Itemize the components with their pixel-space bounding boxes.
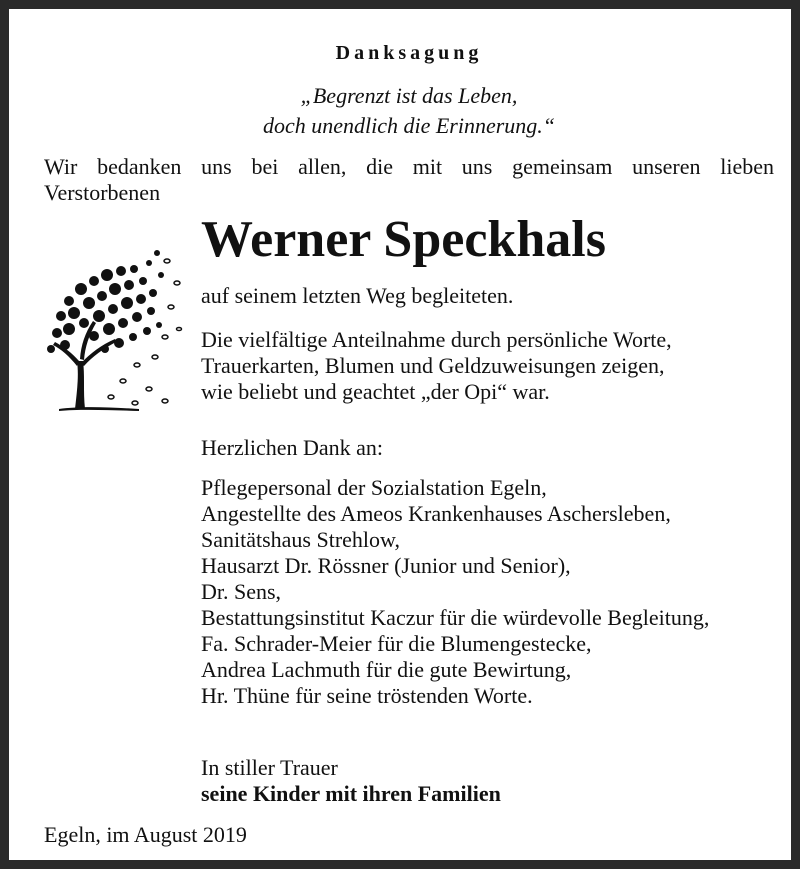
sympathy-line: Trauerkarten, Blumen und Geldzuweisungen zeigen, xyxy=(201,353,665,378)
closing-text: In stiller Trauer xyxy=(201,755,338,780)
quote xyxy=(9,81,800,141)
thanks-item: Pflegepersonal der Sozialstation Egeln, xyxy=(201,475,547,500)
quote-line-1: „Begrenzt ist das Leben, xyxy=(300,83,518,108)
thanks-item: Dr. Sens, xyxy=(201,579,282,604)
place-date: Egeln, im August 2019 xyxy=(44,822,247,847)
sympathy-paragraph xyxy=(201,327,781,405)
thanks-item: Fa. Schrader-Meier für die Blumengestecke, xyxy=(201,631,592,656)
tree-icon xyxy=(39,241,189,413)
notice-heading: Danksagung xyxy=(335,42,483,64)
quote-line-2: doch unendlich die Erinnerung.“ xyxy=(262,113,556,138)
thanks-item: Angestellte des Ameos Krankenhauses Aschersleben, xyxy=(201,501,671,526)
sympathy-line: wie beliebt und geachtet „der Opi“ war. xyxy=(201,379,550,404)
thanks-item: Hausarzt Dr. Rössner (Junior und Senior), xyxy=(201,553,571,578)
thanks-list xyxy=(201,475,781,709)
thanks-heading: Herzlichen Dank an: xyxy=(201,435,384,460)
thanks-item: Bestattungsinstitut Kaczur für die würdevolle Begleitung, xyxy=(201,605,710,630)
thanks-item: Hr. Thüne für seine tröstenden Worte. xyxy=(201,683,533,708)
thanks-item: Andrea Lachmuth für die gute Bewirtung, xyxy=(201,657,572,682)
last-way-text: auf seinem letzten Weg begleiteten. xyxy=(201,283,514,308)
intro-line-2: Verstorbenen xyxy=(44,180,161,205)
sympathy-line: Die vielfältige Anteilnahme durch persönliche Worte, xyxy=(201,327,672,352)
deceased-name: Werner Speckhals xyxy=(201,211,606,268)
intro-line-1: Wir bedanken uns bei allen, die mit uns gemeinsam unseren lieben xyxy=(44,154,774,179)
thanks-item: Sanitätshaus Strehlow, xyxy=(201,527,400,552)
signature: seine Kinder mit ihren Familien xyxy=(201,781,501,806)
